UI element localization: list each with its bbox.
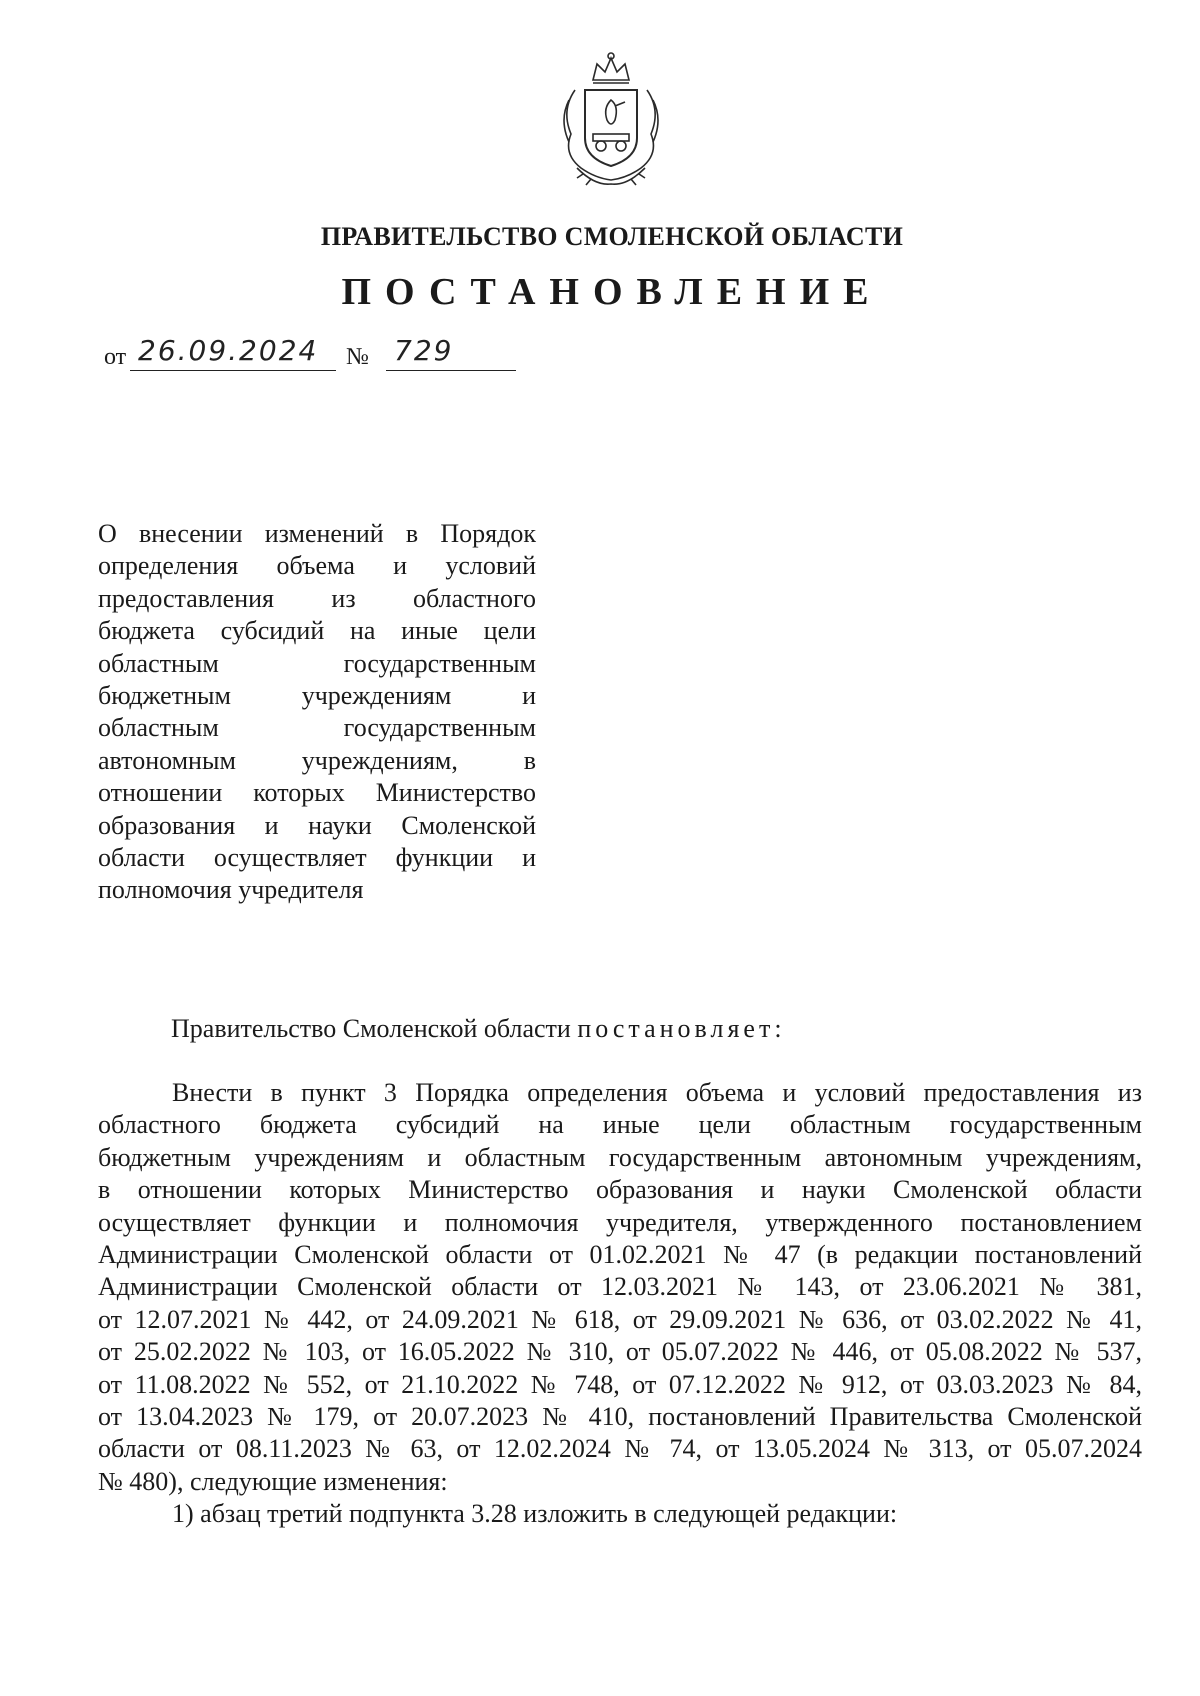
body-line: Администрации Смоленской области от 01.02.2021 № 47 (в редакции постановлений <box>98 1239 1142 1269</box>
date-value: 26.09.2024 <box>138 334 319 367</box>
subject-line: бюджетным учреждениям и <box>98 680 536 710</box>
body-line: от 12.07.2021 № 442, от 24.09.2021 № 618, от 29.09.2021 № 636, от 03.02.2022 № 41, <box>98 1304 1142 1334</box>
document-type-title: ПОСТАНОВЛЕНИЕ <box>341 271 883 313</box>
subject-line: О внесении изменений в Порядок <box>98 519 536 548</box>
amendment-item-1: 1) абзац третий подпункта 3.28 изложить в следующей редакции: <box>172 1499 898 1529</box>
subject-line: бюджета субсидий на иные цели <box>98 616 536 646</box>
body-line: от 11.08.2022 № 552, от 21.10.2022 № 748, от 07.12.2022 № 912, от 03.03.2023 № 84, <box>98 1369 1142 1399</box>
body-line: № 480), следующие изменения: <box>98 1466 448 1496</box>
resolution-prefix: Правительство Смоленской области <box>171 1014 571 1043</box>
body-line: в отношении которых Министерство образования и науки Смоленской области <box>98 1175 1142 1205</box>
subject-line: предоставления из областного <box>98 583 536 613</box>
date-underline <box>130 370 336 371</box>
subject-line: отношении которых Министерство <box>98 778 536 808</box>
organization-title: ПРАВИТЕЛЬСТВО СМОЛЕНСКОЙ ОБЛАСТИ <box>320 222 904 251</box>
number-prefix: № <box>346 344 369 370</box>
resolution-verb: постановляет: <box>577 1014 786 1043</box>
body-line: области от 08.11.2023 № 63, от 12.02.2024 № 74, от 13.05.2024 № 313, от 05.07.2024 <box>98 1434 1142 1464</box>
subject-line: автономным учреждениям, в <box>98 745 536 775</box>
number-value: 729 <box>394 334 454 367</box>
resolution-statement <box>171 1014 786 1044</box>
document-subject <box>98 518 536 907</box>
subject-line: определения объема и условий <box>98 551 536 581</box>
subject-line: области осуществляет функции и <box>98 842 536 872</box>
date-prefix: от <box>104 344 127 370</box>
smolensk-coat-of-arms-icon <box>555 50 667 190</box>
body-line: Внести в пункт 3 Порядка определения объема и условий предоставления из <box>172 1078 1142 1107</box>
number-underline <box>386 370 516 371</box>
body-line: областного бюджета субсидий на иные цели областным государственным <box>98 1110 1142 1140</box>
subject-line: областным государственным <box>98 713 536 743</box>
subject-line: образования и науки Смоленской <box>98 810 536 840</box>
document-date-number <box>104 334 544 374</box>
subject-line: полномочия учредителя <box>98 875 364 905</box>
body-line: бюджетным учреждениям и областным государственным автономным учреждениям, <box>98 1142 1142 1172</box>
body-line: от 13.04.2023 № 179, от 20.07.2023 № 410, постановлений Правительства Смоленской <box>98 1401 1142 1431</box>
body-line: Администрации Смоленской области от 12.03.2021 № 143, от 23.06.2021 № 381, <box>98 1272 1142 1302</box>
document-body <box>98 1077 1142 1530</box>
body-line: от 25.02.2022 № 103, от 16.05.2022 № 310, от 05.07.2022 № 446, от 05.08.2022 № 537, <box>98 1337 1142 1367</box>
subject-line: областным государственным <box>98 648 536 678</box>
body-line: осуществляет функции и полномочия учредителя, утвержденного постановлением <box>98 1207 1142 1237</box>
